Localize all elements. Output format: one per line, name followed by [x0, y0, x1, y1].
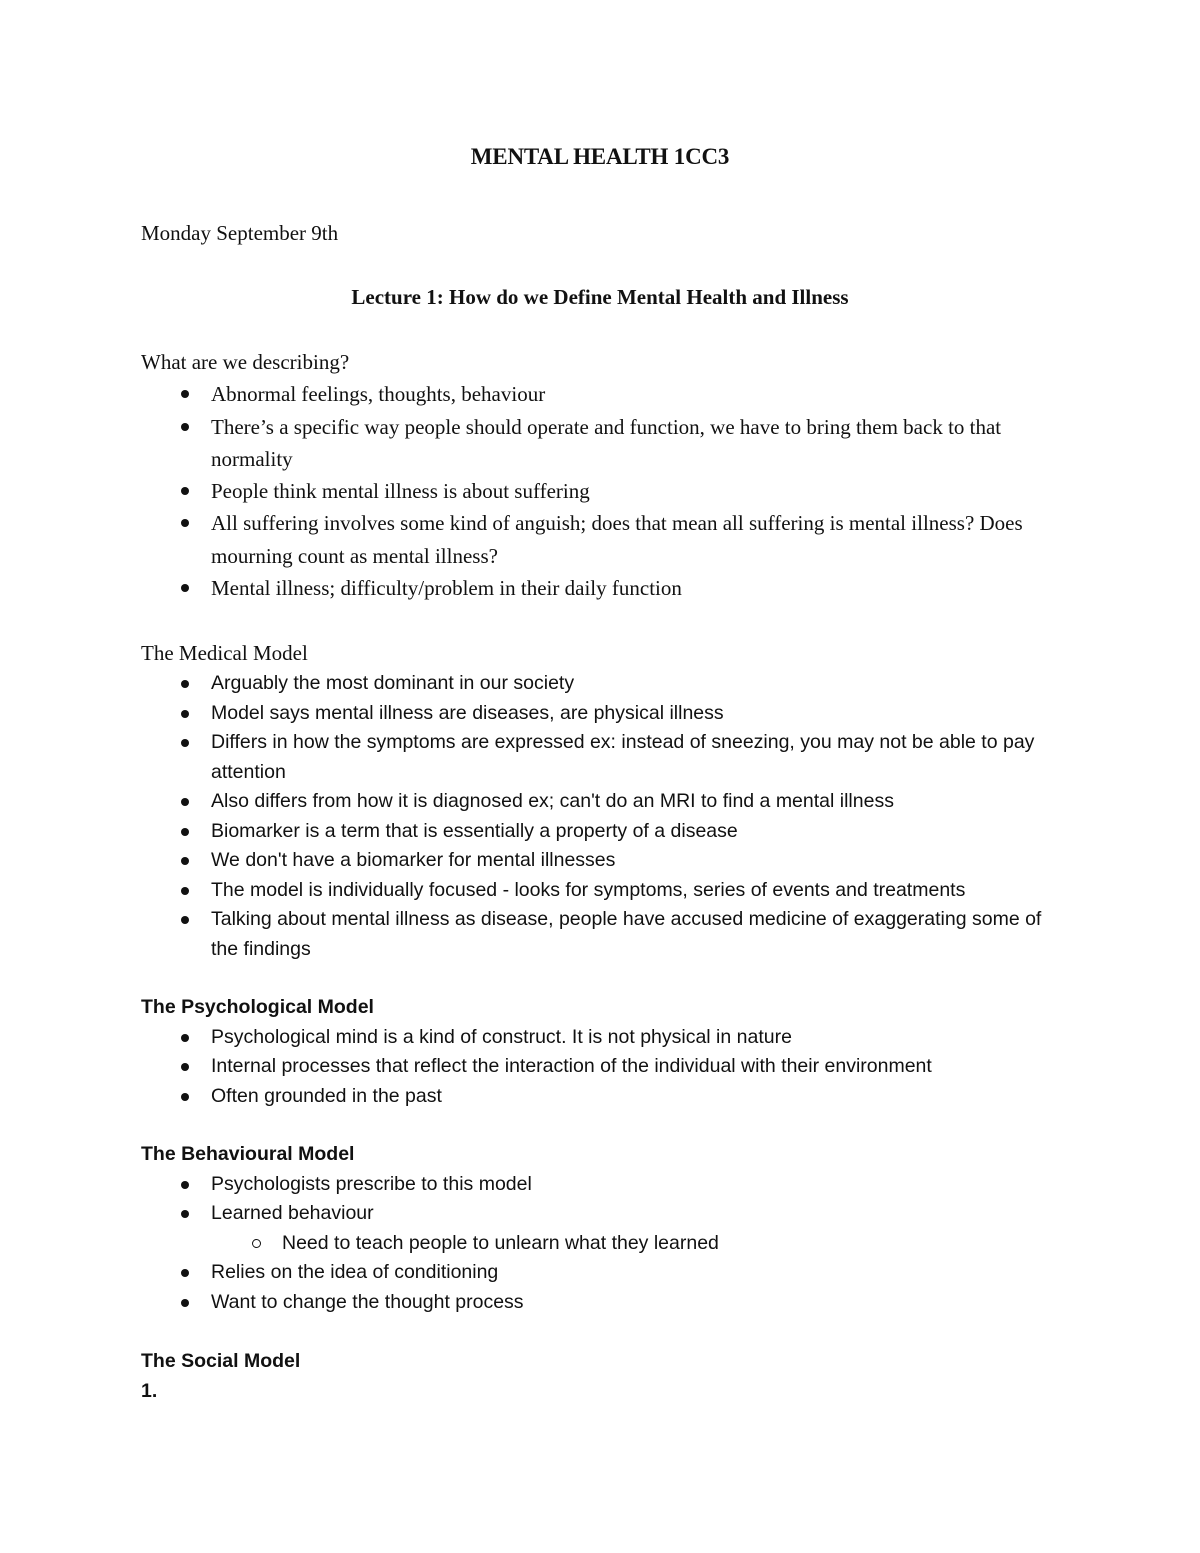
bullet-list-behavioural-continued	[141, 1258, 1071, 1317]
lecture-date: Monday September 9th	[141, 221, 339, 245]
section-heading-behavioural: The Behavioural Model	[141, 1143, 355, 1165]
bullet-icon	[181, 887, 189, 895]
list-item-text: We don't have a biomarker for mental illnesses	[211, 849, 616, 871]
bullet-list-medical	[141, 669, 1071, 964]
numbered-list-marker: 1.	[141, 1380, 158, 1402]
bullet-icon	[181, 1093, 189, 1101]
hollow-bullet-icon	[252, 1239, 261, 1248]
list-item	[141, 572, 1071, 604]
list-item	[141, 1258, 1071, 1288]
list-item	[141, 787, 1071, 817]
section-describing	[141, 346, 1071, 604]
list-item-text: Differs in how the symptoms are expressed ex: instead of sneezing, you may not be able to pay attention	[211, 731, 1035, 783]
bullet-icon	[181, 916, 189, 924]
section-heading-social: The Social Model	[141, 1350, 301, 1372]
bullet-icon	[181, 1210, 189, 1218]
list-item-text: The model is individually focused - looks for symptoms, series of events and treatments	[211, 878, 966, 901]
list-item	[141, 507, 1071, 572]
sub-list-item	[141, 1229, 1071, 1259]
sub-bullet-list-behavioural	[141, 1229, 1071, 1259]
list-item-text: Often grounded in the past	[211, 1084, 442, 1107]
bullet-icon	[181, 1034, 189, 1042]
bullet-icon	[181, 1181, 189, 1189]
list-item	[141, 728, 1071, 787]
section-heading-psychological: The Psychological Model	[141, 996, 374, 1018]
bullet-icon	[181, 739, 189, 747]
bullet-icon	[181, 1299, 189, 1307]
list-item	[141, 846, 1071, 876]
bullet-icon	[181, 857, 189, 865]
bullet-icon	[181, 584, 189, 592]
list-item-text: Psychologists prescribe to this model	[211, 1172, 532, 1195]
list-item-text: Relies on the idea of conditioning	[211, 1261, 499, 1283]
list-item-text: Mental illness; difficulty/problem in their daily function	[211, 576, 682, 601]
section-heading-describing: What are we describing?	[141, 350, 350, 374]
list-item-text: Internal processes that reflect the interaction of the individual with their environment	[211, 1055, 932, 1077]
bullet-icon	[181, 710, 189, 718]
bullet-icon	[181, 487, 189, 495]
list-item	[141, 905, 1071, 964]
list-item-text: Want to change the thought process	[211, 1290, 524, 1313]
bullet-list-describing	[141, 378, 1071, 604]
bullet-icon	[181, 798, 189, 806]
list-item	[141, 1288, 1071, 1318]
list-item	[141, 1170, 1071, 1200]
list-item	[141, 876, 1071, 906]
list-item	[141, 699, 1071, 729]
bullet-icon	[181, 680, 189, 688]
list-item-text: Arguably the most dominant in our society	[211, 672, 575, 694]
bullet-icon	[181, 1063, 189, 1071]
bullet-icon	[181, 423, 189, 431]
bullet-icon	[181, 390, 189, 398]
bullet-list-behavioural	[141, 1170, 1071, 1229]
section-social-model	[141, 1346, 1071, 1406]
list-item	[141, 378, 1071, 410]
list-item-text: All suffering involves some kind of anguish; does that mean all suffering is mental illness? Does mourning count as mental illness?	[211, 511, 1023, 568]
list-item-text: Biomarker is a term that is essentially a property of a disease	[211, 819, 738, 842]
list-item	[141, 1199, 1071, 1229]
list-item-text: Learned behaviour	[211, 1202, 374, 1224]
list-item	[141, 1082, 1071, 1112]
list-item	[141, 1052, 1071, 1082]
list-item-text: Abnormal feelings, thoughts, behaviour	[211, 382, 546, 407]
list-item-text: There’s a specific way people should operate and function, we have to bring them back to that normality	[211, 414, 1002, 471]
section-heading-medical: The Medical Model	[141, 641, 308, 665]
list-item	[141, 411, 1071, 476]
list-item-text: Talking about mental illness as disease, people have accused medicine of exaggerating some of the findings	[211, 908, 1042, 960]
list-item-text: Model says mental illness are diseases, are physical illness	[211, 701, 724, 724]
list-item	[141, 1023, 1071, 1053]
list-item-text: Also differs from how it is diagnosed ex; can't do an MRI to find a mental illness	[211, 790, 894, 812]
bullet-icon	[181, 519, 189, 527]
sub-list-item-text: Need to teach people to unlearn what they learned	[282, 1231, 719, 1254]
list-item-text: People think mental illness is about suffering	[211, 479, 590, 504]
list-item-text: Psychological mind is a kind of construct. It is not physical in nature	[211, 1025, 792, 1048]
list-item	[141, 475, 1071, 507]
section-behavioural-model	[141, 1140, 1071, 1317]
section-medical-model	[141, 637, 1071, 964]
lecture-title: Lecture 1: How do we Define Mental Health and Illness	[351, 285, 849, 309]
section-psychological-model	[141, 993, 1071, 1111]
bullet-list-psychological	[141, 1023, 1071, 1112]
bullet-icon	[181, 1269, 189, 1277]
document-title: MENTAL HEALTH 1CC3	[470, 144, 730, 169]
list-item	[141, 669, 1071, 699]
list-item	[141, 817, 1071, 847]
bullet-icon	[181, 828, 189, 836]
